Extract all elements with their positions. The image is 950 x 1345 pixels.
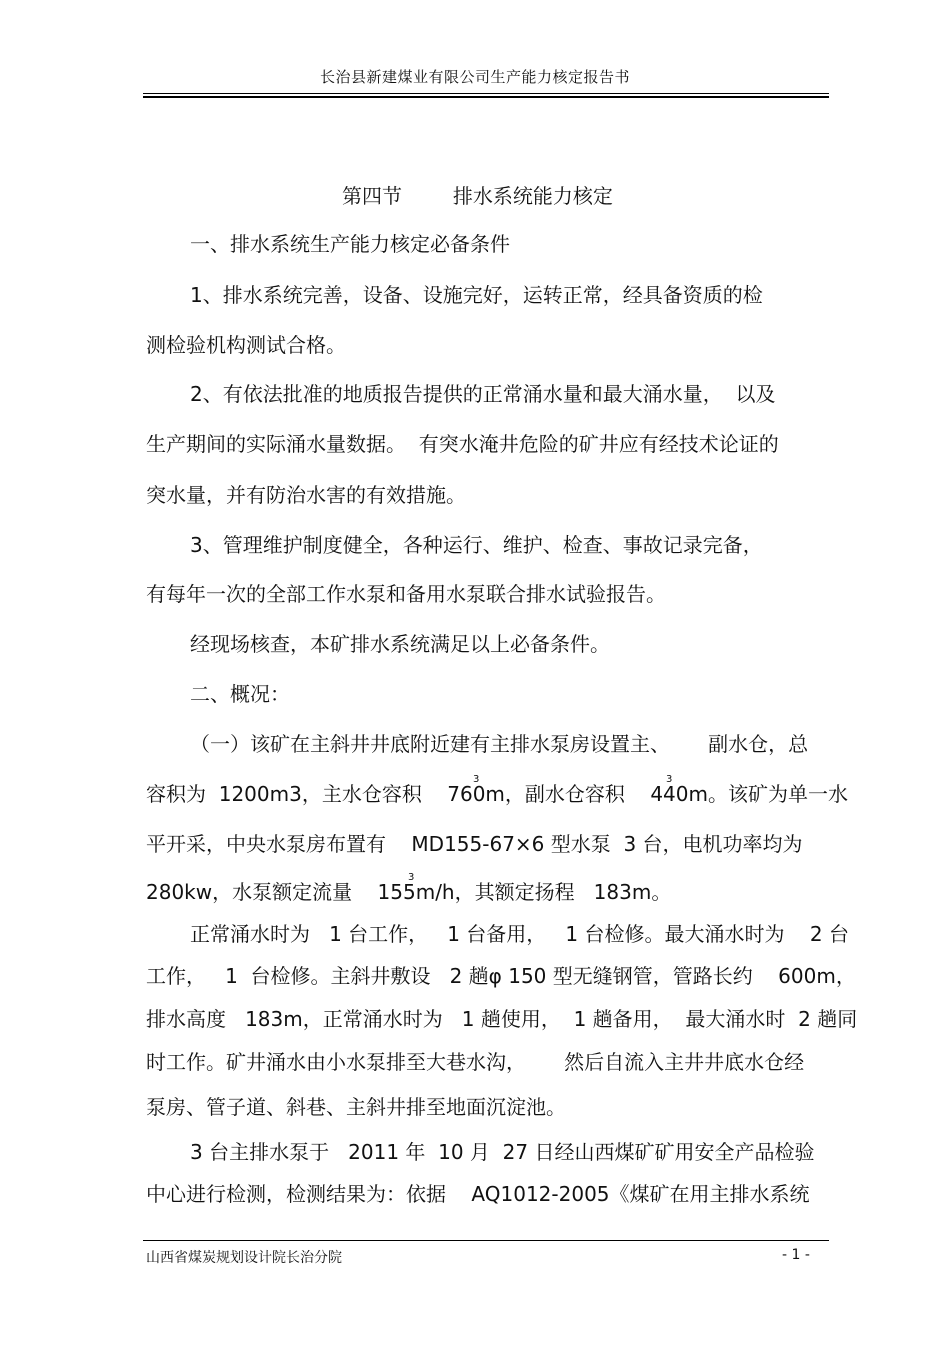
body-line: 泵房、管子道、斜巷、主斜井排至地面沉淀池。 (146, 1095, 566, 1119)
body-line: （一）该矿在主斜井井底附近建有主排水泵房设置主、 副水仓，总 (190, 732, 809, 756)
header-title: 长治县新建煤业有限公司生产能力核定报告书 (319, 68, 630, 86)
body-line: 工作， 1 台检修。主斜井敷设 2 趟φ 150 型无缝钢管，管路长约 600m， (146, 964, 856, 988)
superscript: 3 (666, 774, 673, 785)
body-line: 正常涌水时为 1 台工作， 1 台备用， 1 台检修。最大涌水时为 2 台 (190, 922, 849, 946)
body-line: 排水高度 183m，正常涌水时为 1 趟使用， 1 趟备用， 最大涌水时 2 趟同 (146, 1007, 858, 1031)
body-line: 2、有依法批准的地质报告提供的正常涌水量和最大涌水量， 以及 (190, 382, 776, 406)
body-line: 3 台主排水泵于 2011 年 10 月 27 日经山西煤矿矿用安全产品检验 (190, 1140, 815, 1164)
body-line: 有每年一次的全部工作水泵和备用水泵联合排水试验报告。 (146, 582, 666, 606)
footer-divider (143, 1240, 829, 1241)
body-line: 1、排水系统完善，设备、设施完好，运转正常，经具备资质的检 (190, 283, 763, 307)
body-line: 中心进行检测，检测结果为：依据 AQ1012-2005《煤矿在用主排水系统 (146, 1182, 810, 1206)
body-line: 经现场核查，本矿排水系统满足以上必备条件。 (190, 632, 610, 656)
body-line: 280kw，水泵额定流量 155m/h，其额定扬程 183m。 (146, 880, 672, 904)
superscript: 3 (408, 872, 415, 883)
header-divider (143, 93, 829, 94)
body-line: 生产期间的实际涌水量数据。 有突水淹井危险的矿井应有经技术论证的 (146, 432, 779, 456)
header-divider-thick (143, 96, 829, 98)
heading-requirements: 一、排水系统生产能力核定必备条件 (190, 232, 510, 256)
section-title (342, 180, 613, 209)
superscript: 3 (473, 774, 480, 785)
heading-overview: 二、概况： (190, 682, 290, 706)
body-line: 突水量，并有防治水害的有效措施。 (146, 483, 466, 507)
body-line (146, 780, 848, 808)
body-line: 时工作。矿井涌水由小水泵排至大巷水沟， 然后自流入主井井底水仓经 (146, 1050, 805, 1074)
section-number: 第四节 (342, 184, 402, 208)
body-line: 平开采，中央水泵房布置有 MD155-67×6 型水泵 3 台，电机功率均为 (146, 832, 803, 856)
page-number: - 1 - (782, 1247, 810, 1263)
body-line: 3、管理维护制度健全，各种运行、维护、检查、事故记录完备， (190, 533, 763, 557)
footer-organization: 山西省煤炭规划设计院长治分院 (146, 1250, 342, 1266)
section-name: 排水系统能力核定 (452, 184, 613, 208)
body-line: 测检验机构测试合格。 (146, 333, 346, 357)
body-line-text: 容积为 1200m3，主水仓容积 760m，副水仓容积 440m。该矿为单一水 (146, 782, 848, 806)
